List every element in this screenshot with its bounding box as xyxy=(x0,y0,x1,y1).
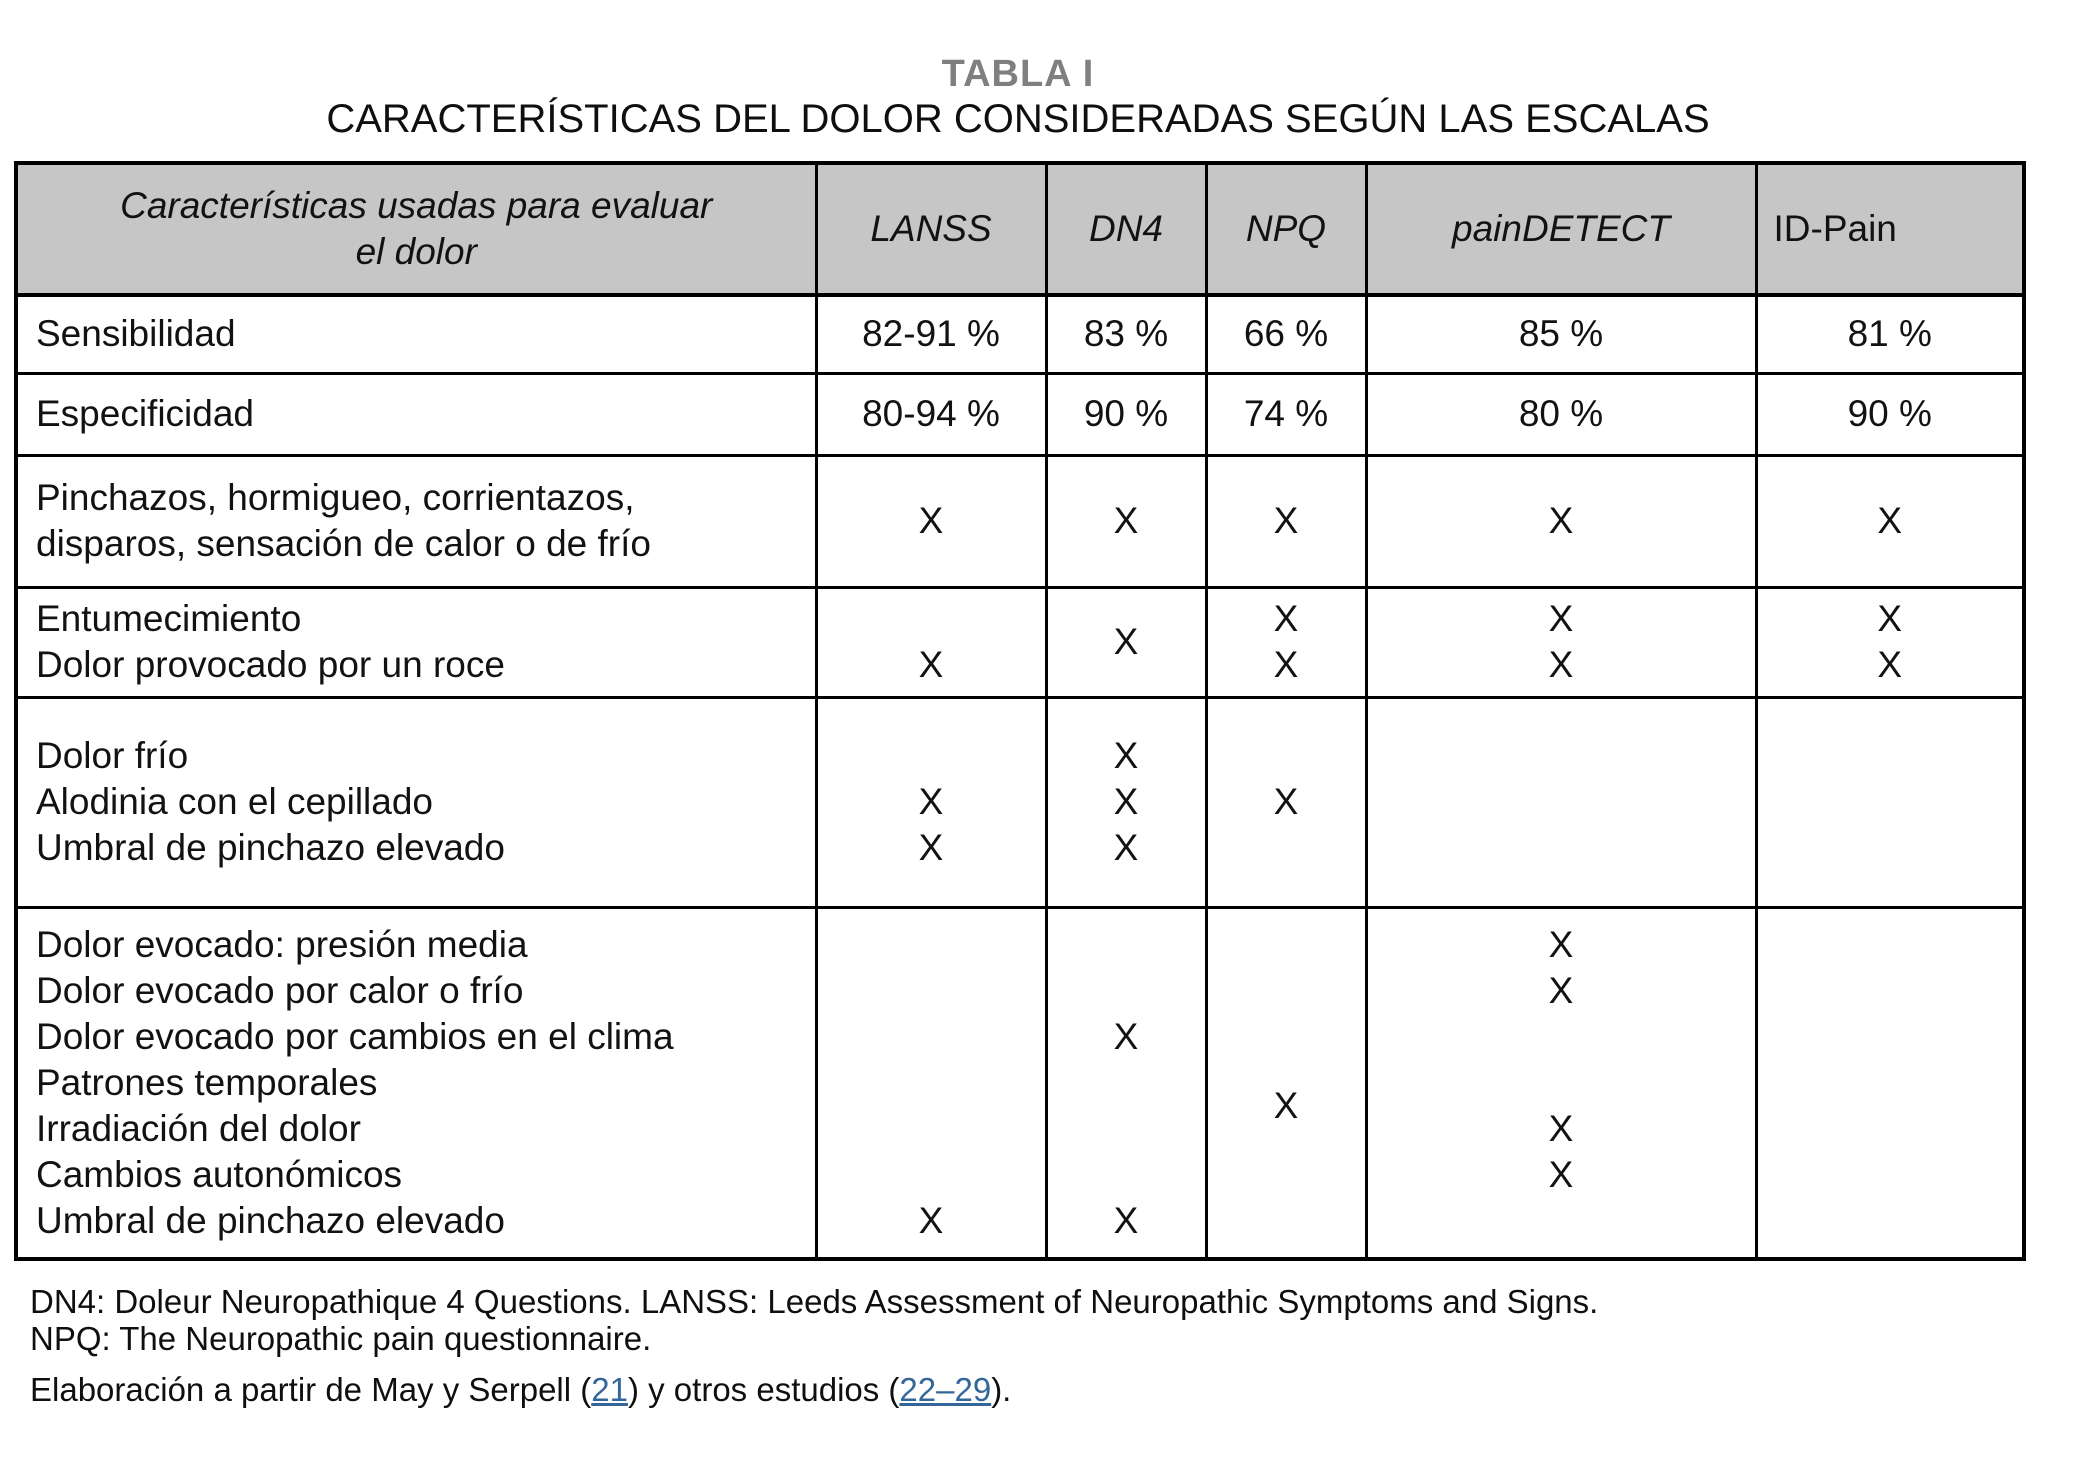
cell-especificidad-dn4: 90 % xyxy=(1046,373,1206,455)
footnote-abbreviations-2: NPQ: The Neuropathic pain questionnaire. xyxy=(30,1320,652,1357)
mark-slot xyxy=(1368,968,1755,1014)
row-label-pinchazos xyxy=(16,455,816,587)
cell-entumecimiento-npq xyxy=(1206,587,1366,697)
x-mark: X xyxy=(1548,598,1574,639)
row-label-line: Cambios autonómicos xyxy=(36,1153,403,1195)
cell-especificidad-lanss: 80-94 % xyxy=(816,373,1046,455)
row-label-line: Pinchazos, hormigueo, corrientazos, xyxy=(36,477,635,518)
footnotes xyxy=(30,1283,2077,1408)
mark-slot xyxy=(818,1152,1045,1198)
row-entumecimiento xyxy=(16,587,2024,697)
cell-dolor-frio-dn4 xyxy=(1046,697,1206,907)
x-mark: X xyxy=(1113,735,1139,776)
cell-especificidad-paindetect: 80 % xyxy=(1366,373,1756,455)
cell-dolor-evocado-paindetect xyxy=(1366,907,1756,1259)
elaboration-prefix: Elaboración a partir de May y Serpell ( xyxy=(30,1371,592,1408)
cell-entumecimiento-idpain xyxy=(1756,587,2024,697)
x-mark: X xyxy=(1113,500,1139,541)
x-mark: X xyxy=(1877,500,1903,541)
header-lanss: LANSS xyxy=(816,163,1046,295)
row-label-line: Umbral de pinchazo elevado xyxy=(36,1199,505,1241)
mark-slot xyxy=(1208,1152,1365,1198)
header-paindetect: painDETECT xyxy=(1366,163,1756,295)
cell-pinchazos-paindetect xyxy=(1366,455,1756,587)
elaboration-middle: ) y otros estudios ( xyxy=(627,1371,900,1408)
x-mark: X xyxy=(1548,644,1574,685)
mark-slot xyxy=(818,922,1045,968)
mark-slot xyxy=(1048,733,1205,779)
row-label-especificidad: Especificidad xyxy=(16,373,816,455)
reference-link-22-29[interactable]: 22–29 xyxy=(899,1371,992,1408)
header-characteristics-line1: Características usadas para evaluar xyxy=(120,185,713,226)
x-mark: X xyxy=(1113,827,1139,868)
cell-entumecimiento-lanss xyxy=(816,587,1046,697)
cell-dolor-evocado-lanss xyxy=(816,907,1046,1259)
pain-characteristics-table xyxy=(14,161,2026,1261)
row-pinchazos xyxy=(16,455,2024,587)
mark-slot xyxy=(818,642,1045,688)
footnote-abbreviations-1: DN4: Doleur Neuropathique 4 Questions. LANSS: Leeds Assessment of Neuropathic Symptoms and Signs. xyxy=(30,1283,1599,1320)
table-heading xyxy=(14,0,2022,142)
mark-slot xyxy=(1368,642,1755,688)
cell-pinchazos-npq xyxy=(1206,455,1366,587)
cell-sensibilidad-npq: 66 % xyxy=(1206,295,1366,373)
row-label-line: Dolor evocado: presión media xyxy=(36,923,528,965)
mark-slot xyxy=(1368,596,1755,642)
mark-slot xyxy=(1048,779,1205,825)
mark-slot xyxy=(1208,733,1365,779)
cell-dolor-evocado-dn4 xyxy=(1046,907,1206,1259)
x-mark: X xyxy=(1273,598,1299,639)
elaboration-suffix: ). xyxy=(991,1371,1012,1408)
x-mark: X xyxy=(1877,598,1903,639)
header-dn4: DN4 xyxy=(1046,163,1206,295)
row-label-entumecimiento xyxy=(16,587,816,697)
mark-slot xyxy=(818,596,1045,642)
cell-dolor-evocado-npq xyxy=(1206,907,1366,1259)
mark-slot xyxy=(1048,1198,1205,1244)
row-label-line: Entumecimiento xyxy=(36,598,302,639)
x-mark: X xyxy=(918,1199,944,1241)
row-label-line: Alodinia con el cepillado xyxy=(36,781,433,822)
cell-sensibilidad-paindetect: 85 % xyxy=(1366,295,1756,373)
cell-sensibilidad-dn4: 83 % xyxy=(1046,295,1206,373)
row-label-line: Dolor provocado por un roce xyxy=(36,644,505,685)
x-mark: X xyxy=(1273,644,1299,685)
x-mark: X xyxy=(1548,969,1574,1011)
table-title: TABLA I xyxy=(941,53,1095,95)
x-mark: X xyxy=(1113,781,1139,822)
cell-dolor-frio-paindetect xyxy=(1366,697,1756,907)
row-label-line: Umbral de pinchazo elevado xyxy=(36,827,505,868)
mark-slot xyxy=(1048,825,1205,871)
row-label-line: Dolor evocado por cambios en el clima xyxy=(36,1015,674,1057)
mark-slot xyxy=(818,733,1045,779)
x-mark: X xyxy=(1113,1199,1139,1241)
cell-dolor-frio-lanss xyxy=(816,697,1046,907)
mark-slot xyxy=(818,1106,1045,1152)
row-especificidad xyxy=(16,373,2024,455)
mark-slot xyxy=(1208,922,1365,968)
mark-slot xyxy=(1758,642,2023,688)
mark-slot xyxy=(1368,1060,1755,1106)
mark-slot xyxy=(1208,779,1365,825)
mark-slot xyxy=(818,825,1045,871)
mark-slot xyxy=(1368,1152,1755,1198)
x-mark: X xyxy=(918,500,944,541)
mark-slot xyxy=(1208,1014,1365,1060)
row-dolor-evocado xyxy=(16,907,2024,1259)
mark-slot xyxy=(1208,1198,1365,1244)
x-mark: X xyxy=(918,644,944,685)
cell-sensibilidad-idpain: 81 % xyxy=(1756,295,2024,373)
table-subtitle: CARACTERÍSTICAS DEL DOLOR CONSIDERADAS SEGÚN LAS ESCALAS xyxy=(326,97,1710,141)
mark-slot xyxy=(1048,1060,1205,1106)
footnote-elaboration xyxy=(30,1371,2077,1408)
mark-slot xyxy=(1048,1106,1205,1152)
mark-slot xyxy=(818,1060,1045,1106)
row-label-line: Patrones temporales xyxy=(36,1061,378,1103)
row-label-line: disparos, sensación de calor o de frío xyxy=(36,523,651,564)
row-sensibilidad xyxy=(16,295,2024,373)
mark-slot xyxy=(1048,1152,1205,1198)
header-row xyxy=(16,163,2024,295)
cell-dolor-evocado-idpain xyxy=(1756,907,2024,1259)
cell-especificidad-npq: 74 % xyxy=(1206,373,1366,455)
x-mark: X xyxy=(1877,644,1903,685)
cell-dolor-frio-idpain xyxy=(1756,697,2024,907)
x-mark: X xyxy=(918,827,944,868)
mark-slot-between-lines xyxy=(1208,1060,1365,1126)
mark-slot xyxy=(1048,1014,1205,1060)
header-characteristics-line2: el dolor xyxy=(355,231,477,272)
mark-slot xyxy=(818,779,1045,825)
x-mark: X xyxy=(1273,781,1299,822)
mark-slot xyxy=(1208,596,1365,642)
mark-slot xyxy=(818,968,1045,1014)
mark-slot xyxy=(1368,1198,1755,1244)
cell-entumecimiento-paindetect xyxy=(1366,587,1756,697)
x-mark: X xyxy=(1548,923,1574,965)
mark-slot xyxy=(1048,922,1205,968)
row-label-line: Dolor evocado por calor o frío xyxy=(36,969,524,1011)
x-mark: X xyxy=(1548,500,1574,541)
mark-slot xyxy=(1368,1014,1755,1060)
row-label-line: Irradiación del dolor xyxy=(36,1107,361,1149)
header-characteristics xyxy=(16,163,816,295)
header-npq: NPQ xyxy=(1206,163,1366,295)
mark-slot xyxy=(1368,1106,1755,1152)
row-dolor-frio xyxy=(16,697,2024,907)
x-mark: X xyxy=(1548,1107,1574,1149)
x-mark: X xyxy=(1273,500,1299,541)
cell-pinchazos-idpain xyxy=(1756,455,2024,587)
x-mark: X xyxy=(1548,1153,1574,1195)
cell-pinchazos-lanss xyxy=(816,455,1046,587)
row-label-dolor-frio xyxy=(16,697,816,907)
row-label-sensibilidad: Sensibilidad xyxy=(16,295,816,373)
mark-slot xyxy=(818,1014,1045,1060)
mark-slot xyxy=(818,1198,1045,1244)
x-mark: X xyxy=(1113,621,1139,662)
mark-slot xyxy=(1208,825,1365,871)
x-mark: X xyxy=(1113,1015,1139,1057)
cell-entumecimiento-dn4 xyxy=(1046,587,1206,697)
row-label-dolor-evocado xyxy=(16,907,816,1259)
mark-slot xyxy=(1208,642,1365,688)
cell-dolor-frio-npq xyxy=(1206,697,1366,907)
cell-especificidad-idpain: 90 % xyxy=(1756,373,2024,455)
x-mark: X xyxy=(1273,1084,1299,1126)
reference-link-21[interactable]: 21 xyxy=(591,1371,628,1408)
row-label-line: Dolor frío xyxy=(36,735,189,776)
header-idpain: ID-Pain xyxy=(1756,163,2024,295)
mark-slot xyxy=(1368,922,1755,968)
cell-sensibilidad-lanss: 82-91 % xyxy=(816,295,1046,373)
mark-slot xyxy=(1208,968,1365,1014)
cell-pinchazos-dn4 xyxy=(1046,455,1206,587)
x-mark: X xyxy=(918,781,944,822)
mark-slot xyxy=(1048,968,1205,1014)
mark-slot xyxy=(1758,596,2023,642)
